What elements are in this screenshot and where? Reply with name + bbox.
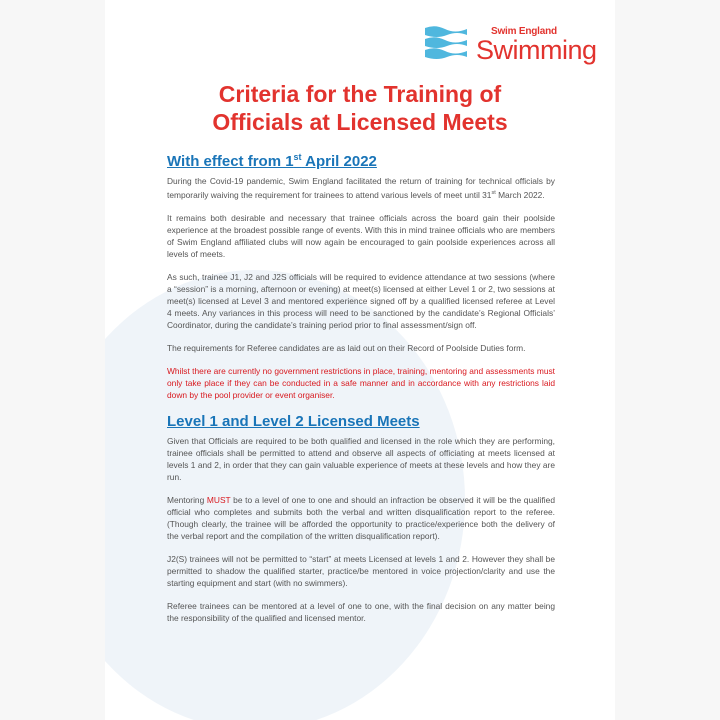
document-title <box>105 80 615 136</box>
paragraph-trainee-requirements: As such, trainee J1, J2 and J2S officials will be required to evidence attendance at two sessions (where a “session” is a morning, afternoon or evening) at meet(s) licensed at either Level 1 or 2, two sessions at meet(s) licensed at Level 3 and mentored experience signed off by a qualified licensed referee at Level 4 meets. Any variances in this process will need to be sanctioned by the candidate’s Regional Officials’ Coordinator, during the candidate’s training period prior to final assessment/sign off. <box>167 271 555 330</box>
paragraph-officials-licensed: Given that Officials are required to be both qualified and licensed in the role which they are performing, trainee officials shall be permitted to attend and observe all aspects of officiating at meets licensed at levels 1 and 2, in order that they can gain valuable experience of meets at these levels and how they are run. <box>167 435 555 482</box>
section-heading-level-1-2: Level 1 and Level 2 Licensed Meets <box>167 412 420 430</box>
swim-england-logo-mark-icon <box>423 24 469 64</box>
swim-england-logo <box>423 22 603 68</box>
title-line-1: Criteria for the Training of <box>218 81 502 107</box>
paragraph-covid: During the Covid-19 pandemic, Swim England facilitated the return of training for technical officials by temporarily waiving the requirement for trainees to attend various levels of meet until 31st March 2022. <box>167 176 555 200</box>
paragraph-referee-requirements: The requirements for Referee candidates are as laid out on their Record of Poolside Duties form. <box>167 342 526 353</box>
document-page <box>105 0 615 720</box>
paragraph-mentoring: Mentoring MUST be to a level of one to one and should an infraction be observed it will be the qualified official who completes and submits both the verbal and written disqualification report to the referee. (Though clearly, the trainee will be afforded the opportunity to practice/experience both the delivery of the verbal report and the compilation of the written disqualification report). <box>167 494 555 541</box>
paragraph-j2s-trainees: J2(S) trainees will not be permitted to “start” at meets Licensed at levels 1 and 2. However they shall be permitted to shadow the qualified starter, practice/be mentored in voice projection/clarity and use the starting equipment and start (with no swimmers). <box>167 553 555 588</box>
paragraph-safety-warning: Whilst there are currently no government restrictions in place, training, mentoring and assessments must only take place if they can be conducted in a safe manner and in accordance with any restrictions laid down by the pool provider or event organiser. <box>167 365 555 400</box>
title-line-2: Officials at Licensed Meets <box>212 109 508 135</box>
section-heading-effective-date: With effect from 1st April 2022 <box>167 152 377 170</box>
logo-name-text: Swimming <box>476 35 597 65</box>
paragraph-broad-experience: It remains both desirable and necessary that trainee officials across the board gain their poolside experience at the broadest possible range of events. With this in mind trainee officials who are members of Swim England affiliated clubs will now again be encouraged to gain poolside experiences across all levels of meets. <box>167 212 555 259</box>
logo-brand-text: Swim England <box>491 26 557 37</box>
paragraph-referee-trainees: Referee trainees can be mentored at a level of one to one, with the final decision on any matter being the responsibility of the qualified and licensed mentor. <box>167 600 555 623</box>
document-body <box>167 148 555 635</box>
